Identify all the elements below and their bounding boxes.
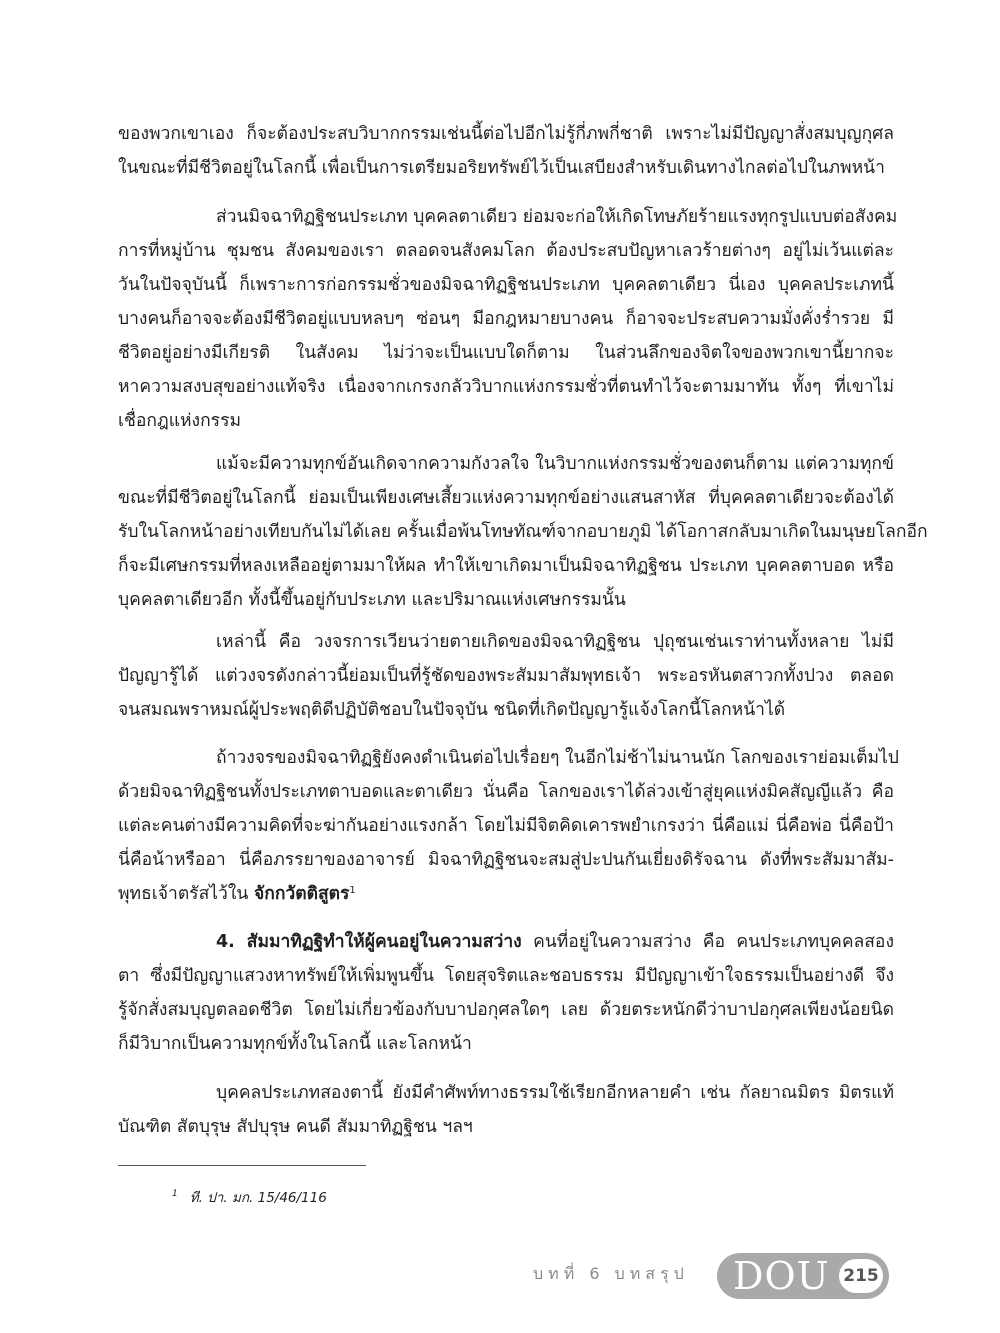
- paragraph-line: เชื่อกฎแห่งกรรม: [118, 411, 242, 431]
- footnote-number: 1: [172, 1189, 178, 1199]
- paragraph-line: ชีวิตอยู่อย่างมีเกียรติ ในสังคม ไม่ว่าจะเป็นแบบใดก็ตาม ในส่วนลึกของจิตใจของพวกเขานี้ยากจะ: [118, 343, 894, 363]
- paragraph-line: นี่คือน้าหรืออา นี่คือภรรยาของอาจารย์ มิจฉาทิฏฐิชนจะสมสู่ปะปนกันเยี่ยงดิรัจฉาน ดังที่พระสัมมาสัม-: [118, 850, 894, 870]
- footnote-divider: [118, 1165, 366, 1166]
- paragraph-line: ปัญญารู้ได้ แต่วงจรดังกล่าวนี้ย่อมเป็นที่รู้ชัดของพระสัมมาสัมพุทธเจ้า พระอรหันตสาวกทั้งปวง ตลอด: [118, 666, 894, 686]
- paragraph-line-text: คนที่อยู่ในความสว่าง คือ คนประเภทบุคคลสอง: [521, 932, 894, 952]
- page-number: 215: [839, 1259, 883, 1293]
- paragraph-line: ส่วนมิจฉาทิฏฐิชนประเภท บุคคลตาเดียว ย่อมจะก่อให้เกิดโทษภัยร้ายแรงทุกรูปแบบต่อสังคม: [216, 207, 898, 227]
- paragraph-line: ด้วยมิจฉาทิฏฐิชนทั้งประเภทตาบอดและตาเดียว นั่นคือ โลกของเราได้ล่วงเข้าสู่ยุคแห่งมิคสัญญีแล้ว คือ: [118, 782, 894, 802]
- paragraph-line: แต่ละคนต่างมีความคิดที่จะฆ่ากันอย่างแรงกล้า โดยไม่มีจิตคิดเคารพยำเกรงว่า นี่คือแม่ นี่คือพ่อ นี่คือป้า: [118, 816, 894, 836]
- paragraph-line: ขณะที่มีชีวิตอยู่ในโลกนี้ ย่อมเป็นเพียงเศษเสี้ยวแห่งความทุกข์อย่างแสนสาหัส ที่บุคคลตาเดียวจะต้องได้: [118, 488, 894, 508]
- paragraph-line: ก็จะมีเศษกรรมที่หลงเหลืออยู่ตามมาให้ผล ทำให้เขาเกิดมาเป็นมิจฉาทิฏฐิชน ประเภท บุคคลตาบอด หรือ: [118, 556, 894, 576]
- paragraph-line: ในขณะที่มีชีวิตอยู่ในโลกนี้ เพื่อเป็นการเตรียมอริยทรัพย์ไว้เป็นเสบียงสำหรับเดินทางไกลต่อไปในภพหน้า: [118, 158, 885, 178]
- paragraph-line: จนสมณพราหมณ์ผู้ประพฤติดีปฏิบัติชอบในปัจจุบัน ชนิดที่เกิดปัญญารู้แจ้งโลกนี้โลกหน้าได้: [118, 700, 786, 720]
- chapter-label: บทที่ 6 บทสรุป: [533, 1264, 689, 1283]
- paragraph-line: วันในปัจจุบันนี้ ก็เพราะการก่อกรรมชั่วของมิจฉาทิฏฐิชนประเภท บุคคลตาเดียว นี่เอง บุคคลประเภทนี้: [118, 275, 894, 295]
- dou-logo-text: DOU: [733, 1254, 830, 1298]
- paragraph-line: การที่หมู่บ้าน ชุมชน สังคมของเรา ตลอดจนสังคมโลก ต้องประสบปัญหาเลวร้ายต่างๆ อยู่ไม่เว้นแต่ละ: [118, 241, 894, 261]
- paragraph-line: [216, 925, 894, 959]
- sutta-name: จักกวัตติสูตร: [253, 884, 350, 904]
- paragraph-line: บัณฑิต สัตบุรุษ สัปบุรุษ คนดี สัมมาทิฏฐิชน ฯลฯ: [118, 1117, 473, 1137]
- paragraph-line: ตา ซึ่งมีปัญญาแสวงหาทรัพย์ให้เพิ่มพูนขึ้น โดยสุจริตและชอบธรรม มีปัญญาเข้าใจธรรมเป็นอย่างดี จึง: [118, 966, 894, 986]
- paragraph-line: ของพวกเขาเอง ก็จะต้องประสบวิบากกรรมเช่นนี้ต่อไปอีกไม่รู้กี่ภพกี่ชาติ เพราะไม่มีปัญญาสั่งสมบุญกุศล: [118, 124, 894, 144]
- paragraph-line: เหล่านี้ คือ วงจรการเวียนว่ายตายเกิดของมิจฉาทิฏฐิชน ปุถุชนเช่นเราท่านทั้งหลาย ไม่มี: [216, 632, 894, 652]
- footnote-marker[interactable]: 1: [349, 885, 356, 896]
- section-heading: 4. สัมมาทิฏฐิทำให้ผู้คนอยู่ในความสว่าง: [216, 932, 522, 952]
- paragraph-line: รู้จักสั่งสมบุญตลอดชีวิต โดยไม่เกี่ยวข้องกับบาปอกุศลใดๆ เลย ด้วยตระหนักดีว่าบาปอกุศลเพียงน้อยนิด: [118, 1000, 894, 1020]
- paragraph-line: แม้จะมีความทุกข์อันเกิดจากความกังวลใจ ในวิบากแห่งกรรมชั่วของตนก็ตาม แต่ความทุกข์: [216, 454, 894, 474]
- paragraph-line: บุคคลประเภทสองตานี้ ยังมีคำศัพท์ทางธรรมใช้เรียกอีกหลายคำ เช่น กัลยาณมิตร มิตรแท้: [216, 1083, 894, 1103]
- paragraph-line: ก็มีวิบากเป็นความทุกข์ทั้งในโลกนี้ และโลกหน้า: [118, 1034, 472, 1054]
- footnote: [172, 1186, 327, 1208]
- dou-logo-badge: [717, 1253, 889, 1299]
- paragraph-line: ถ้าวงจรของมิจฉาทิฏฐิยังคงดำเนินต่อไปเรื่อยๆ ในอีกไม่ช้าไม่นานนัก โลกของเราย่อมเต็มไป: [216, 748, 899, 768]
- paragraph-line-text: พุทธเจ้าตรัสไว้ใน: [118, 884, 254, 904]
- paragraph-line: [118, 877, 894, 911]
- paragraph-line: หาความสงบสุขอย่างแท้จริง เนื่องจากเกรงกลัววิบากแห่งกรรมชั่วที่ตนทำไว้จะตามมาทัน ทั้งๆ ที่เขาไม่: [118, 377, 894, 397]
- paragraph-line: บางคนก็อาจจะต้องมีชีวิตอยู่แบบหลบๆ ซ่อนๆ มีอกฎหมายบางคน ก็อาจจะประสบความมั่งคั่งร่ำรวย มี: [118, 309, 894, 329]
- paragraph-line: บุคคลตาเดียวอีก ทั้งนี้ขึ้นอยู่กับประเภท และปริมาณแห่งเศษกรรมนั้น: [118, 590, 626, 610]
- footnote-text: ที. ปา. มก. 15/46/116: [189, 1190, 327, 1206]
- paragraph-line: รับในโลกหน้าอย่างเทียบกันไม่ได้เลย ครั้นเมื่อพ้นโทษทัณฑ์จากอบายภูมิ ได้โอกาสกลับมาเกิดในมนุษยโลกอีก: [118, 522, 928, 542]
